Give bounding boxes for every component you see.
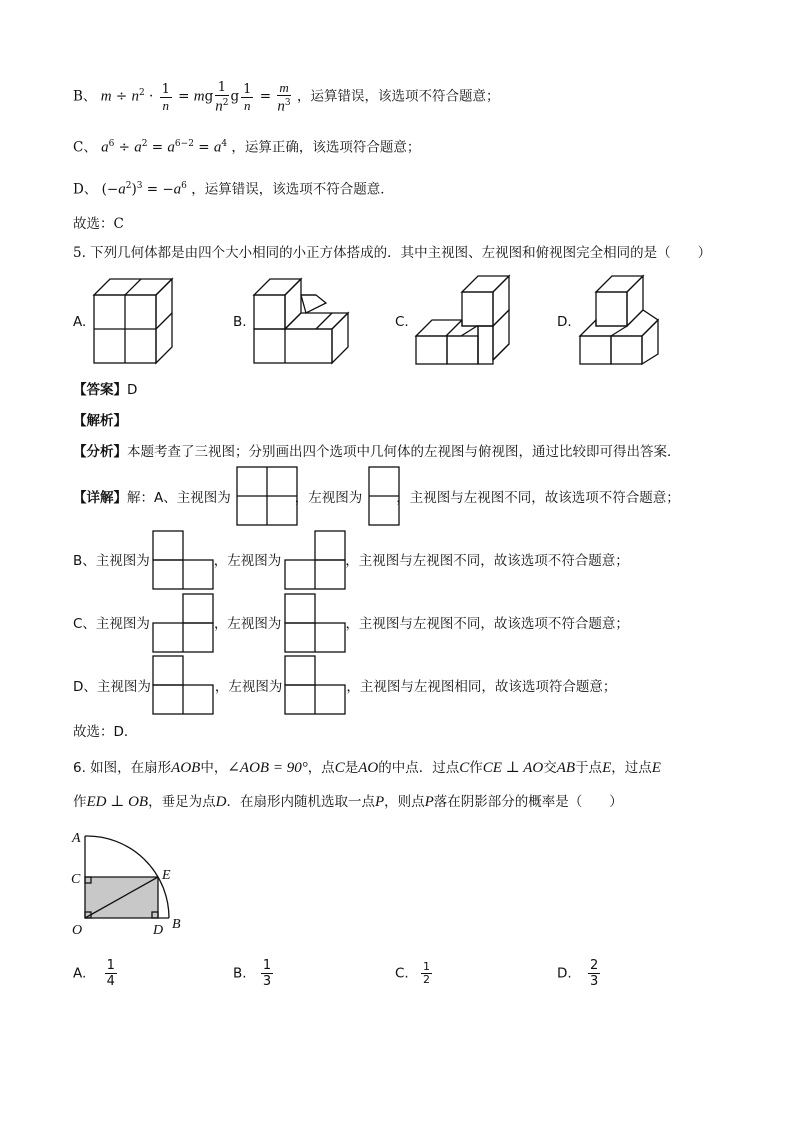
label-e: E	[162, 868, 171, 883]
q5-option-b-figure	[248, 273, 358, 373]
q5-detail-c: C、主视图为 ，左视图为 ，主视图与左视图不同，故该选项不符合题意；	[73, 616, 629, 632]
q4-answer: 故选：C	[73, 216, 124, 232]
q5-option-c-figure	[410, 270, 520, 370]
detail-b-front-view	[152, 530, 216, 590]
q6-option-d[interactable]: D. $\frac{2}{3}$	[557, 958, 599, 989]
q6-stem-line2: 作ED ⊥ OB，垂足为点D．在扇形内随机选取一点P，则点P落在阴影部分的概率是（ ）	[73, 794, 623, 810]
detail-a-front-view	[236, 466, 300, 526]
q4-line-b: B、 $m \div n^2$ · $\frac{1}{n}$ = mg $\frac{1}{n^2}$ g $\frac{1}{n}$ = $\frac{m}{n^3}$ ，运算错误，该选项不符合题意；	[73, 80, 500, 115]
q6-sector-diagram	[66, 826, 196, 941]
answer-value: D	[127, 382, 138, 398]
q5-option-d-figure	[574, 270, 684, 370]
answer-tag: 【答案】	[73, 382, 127, 398]
q5-fenxi: 【分析】本题考查了三视图；分别画出四个选项中几何体的左视图与俯视图，通过比较即可得出答案．	[73, 444, 681, 460]
q5-option-b-label[interactable]: B.	[233, 314, 247, 330]
q5-final-answer: 故选：D．	[73, 724, 138, 740]
label-o: O	[72, 923, 83, 938]
q5-option-a-label[interactable]: A.	[73, 314, 87, 330]
q4-line-c: C、 $a^6 \div a^2 = a^{6-2} = a^4$ ，运算正确，该选项符合题意；	[73, 139, 421, 156]
q5-detail-b: B、主视图为 ，左视图为 ，主视图与左视图不同，故该选项不符合题意；	[73, 553, 629, 569]
q5-detail-d: D、主视图为 ，左视图为 ，主视图与左视图相同，故该选项符合题意；	[73, 679, 617, 695]
q4-comment-d: ，运算错误，该选项不符合题意．	[191, 181, 394, 198]
detail-d-front-view	[152, 655, 216, 715]
q5-option-c-label[interactable]: C.	[395, 314, 409, 330]
q4-comment-b: ，运算错误，该选项不符合题意；	[297, 88, 500, 105]
q5-analysis-tag: 【解析】	[73, 413, 127, 429]
label-a: A	[72, 831, 81, 846]
q6-option-c[interactable]: C. $\frac{1}{2}$	[395, 960, 431, 986]
detail-a-left-view	[368, 466, 402, 526]
label-d: D	[153, 923, 164, 938]
label-c: C	[71, 872, 81, 887]
detail-c-left-view	[284, 593, 348, 653]
detail-b-left-view	[284, 530, 348, 590]
q5-answer	[73, 380, 137, 400]
q5-detail-a: 【详解】解：A、主视图为 ，左视图为 ，主视图与左视图不同，故该选项不符合题意；	[73, 490, 680, 506]
label-b: B	[172, 917, 181, 932]
q6-stem-line1: 6. 如图，在扇形AOB中，∠AOB = 90°，点C是AO的中点．过点C作CE ⊥ AO交AB于点E，过点E	[73, 760, 661, 776]
q6-option-b[interactable]: B. $\frac{1}{3}$	[233, 958, 272, 989]
q5-option-a-figure	[88, 273, 188, 373]
q5-option-d-label[interactable]: D.	[557, 314, 572, 330]
q4-comment-c: ，运算正确，该选项符合题意；	[231, 139, 421, 156]
detail-c-front-view	[152, 593, 216, 653]
q5-stem: 5. 下列几何体都是由四个大小相同的小正方体搭成的．其中主视图、左视图和俯视图完全相同的是（ ）	[73, 245, 712, 261]
detail-d-left-view	[284, 655, 348, 715]
q6-option-a[interactable]: A. $\frac{1}{4}$	[73, 958, 115, 989]
q4-line-d: D、 $(-a^2)^3 = -a^6$ ，运算错误，该选项不符合题意．	[73, 181, 394, 198]
